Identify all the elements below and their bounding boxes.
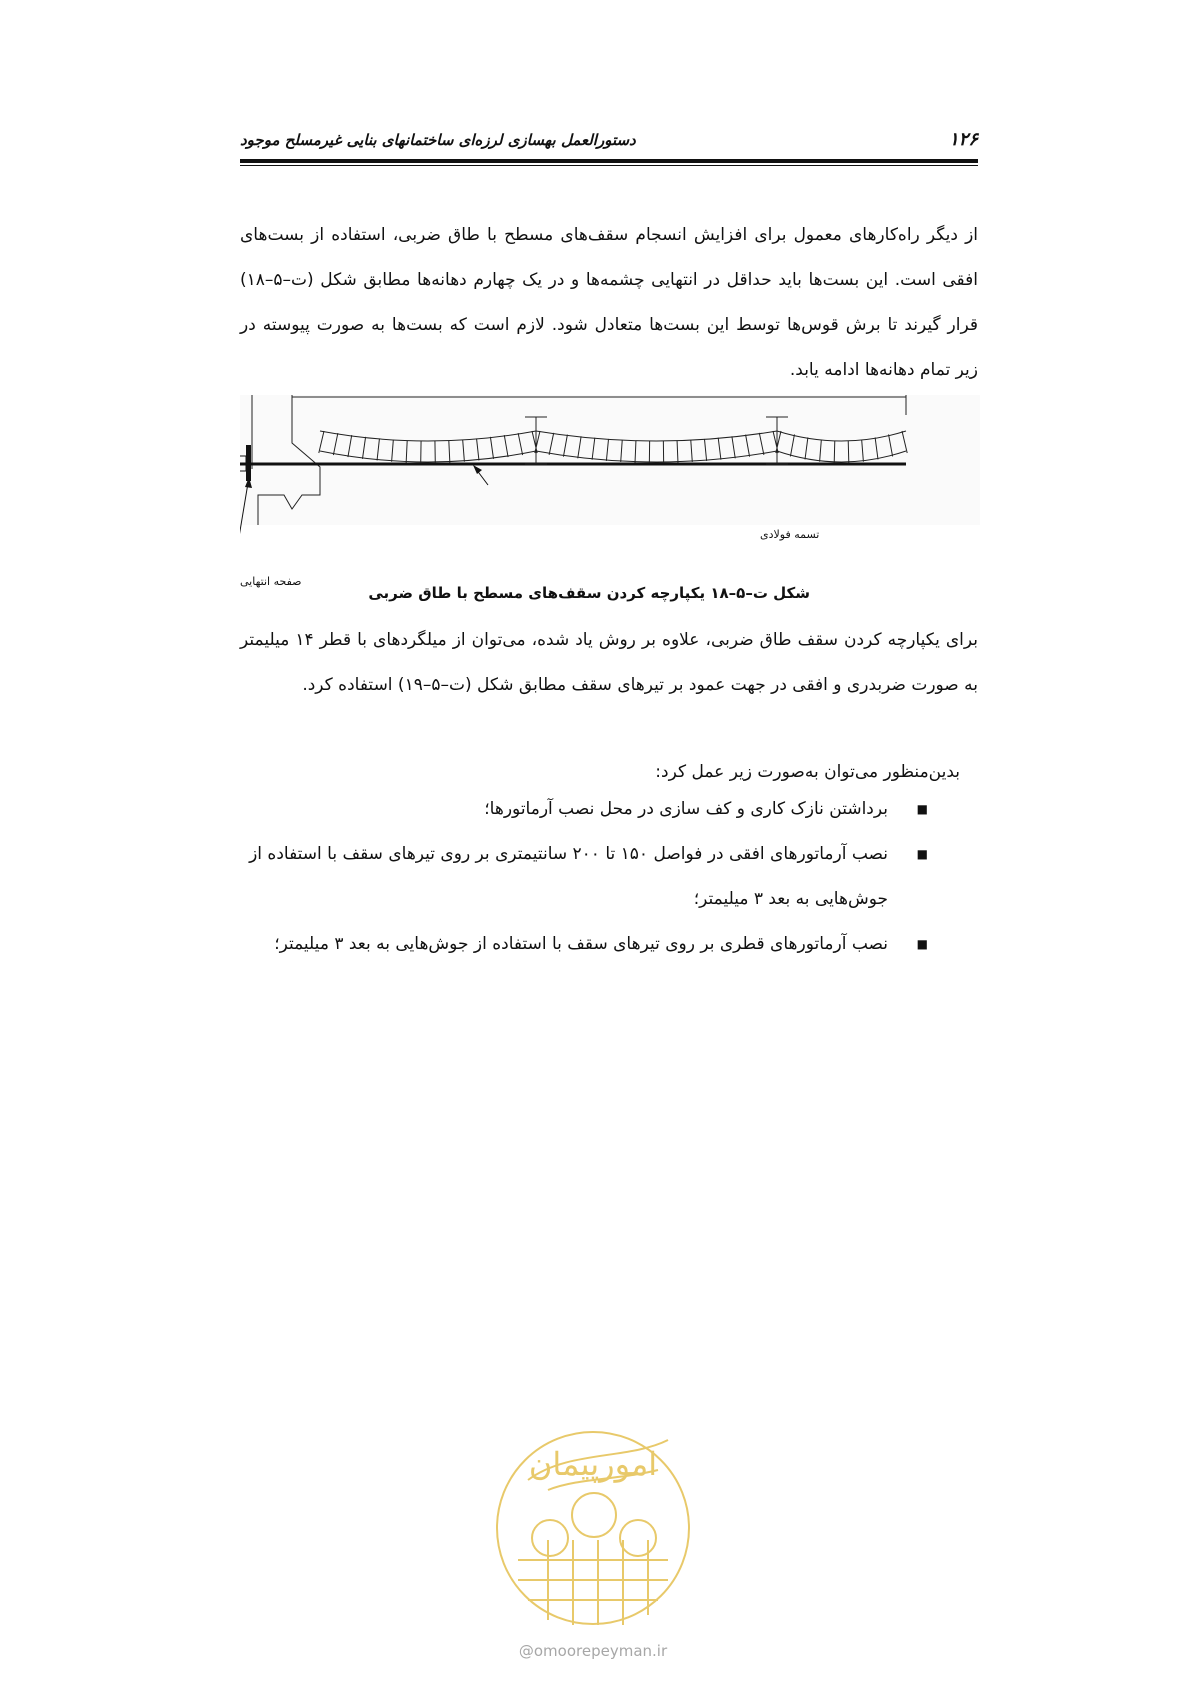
paragraph-procedure-intro: بدین‌منظور می‌توان به‌صورت زیر عمل کرد: [655,762,960,782]
page-number: ۱۲۶ [948,129,978,150]
bullet-marker: ■ [916,802,928,816]
header-rule-thin [240,165,978,166]
figure-caption: شکل ت–۵–۱۸ یکپارچه کردن سقف‌های مسطح با طاق ضربی [368,584,810,602]
jack-arch-diagram [240,395,980,560]
label-end-plate: صفحه انتهایی [240,575,302,588]
list-item-text: نصب آرماتورهای قطری بر روی تیرهای سقف با استفاده از جوش‌هایی به بعد ۳ میلیمتر؛ [274,934,888,954]
header-title: دستورالعمل بهسازی لرزه‌ای ساختمانهای بنایی غیرمسلح موجود [240,131,636,149]
page-header [240,125,978,169]
omoorepeyman-logo [488,1420,698,1635]
list-item [240,922,928,967]
paragraph-horizontal-straps: از دیگر راه‌کارهای معمول برای افزایش انسجام سقف‌های مسطح با طاق ضربی، استفاده از بست‌های افقی است. این بست‌ها باید حداقل در انتهایی چشمه‌ها و در یک چهارم دهانه‌ها مطابق شکل (ت–۵–۱۸) قرار گیرند تا برش قوس‌ها توسط این بست‌ها متعادل شود. لازم است که بست‌ها به صورت پیوسته در زیر تمام دهانه‌ها ادامه یابد. [240,225,978,380]
label-steel-strap: تسمه فولادی [760,528,820,541]
watermark-seal [488,1420,698,1670]
list-item [240,832,928,922]
logo-text: امورپیمان [528,1445,658,1483]
figure-jack-arch-strap [240,395,980,588]
watermark-domain: @omoorepeyman.ir [518,1642,668,1660]
bullet-marker: ■ [916,937,928,951]
paragraph-rebar-method: برای یکپارچه کردن سقف طاق ضربی، علاوه بر روش یاد شده، می‌توان از میلگردهای با قطر ۱۴ میلیمتر به صورت ضربدری و افقی در جهت عمود بر تیرهای سقف مطابق شکل (ت–۵–۱۹) استفاده کرد. [240,630,978,695]
list-item-text: نصب آرماتورهای افقی در فواصل ۱۵۰ تا ۲۰۰ سانتیمتری بر روی تیرهای سقف با استفاده از جوش‌هایی به بعد ۳ میلیمتر؛ [249,844,888,909]
header-rule-thick [240,159,978,163]
bullet-marker: ■ [916,847,928,861]
list-item-text: برداشتن نازک کاری و کف سازی در محل نصب آرماتورها؛ [484,799,888,819]
list-item [240,787,928,832]
procedure-list [240,787,928,967]
